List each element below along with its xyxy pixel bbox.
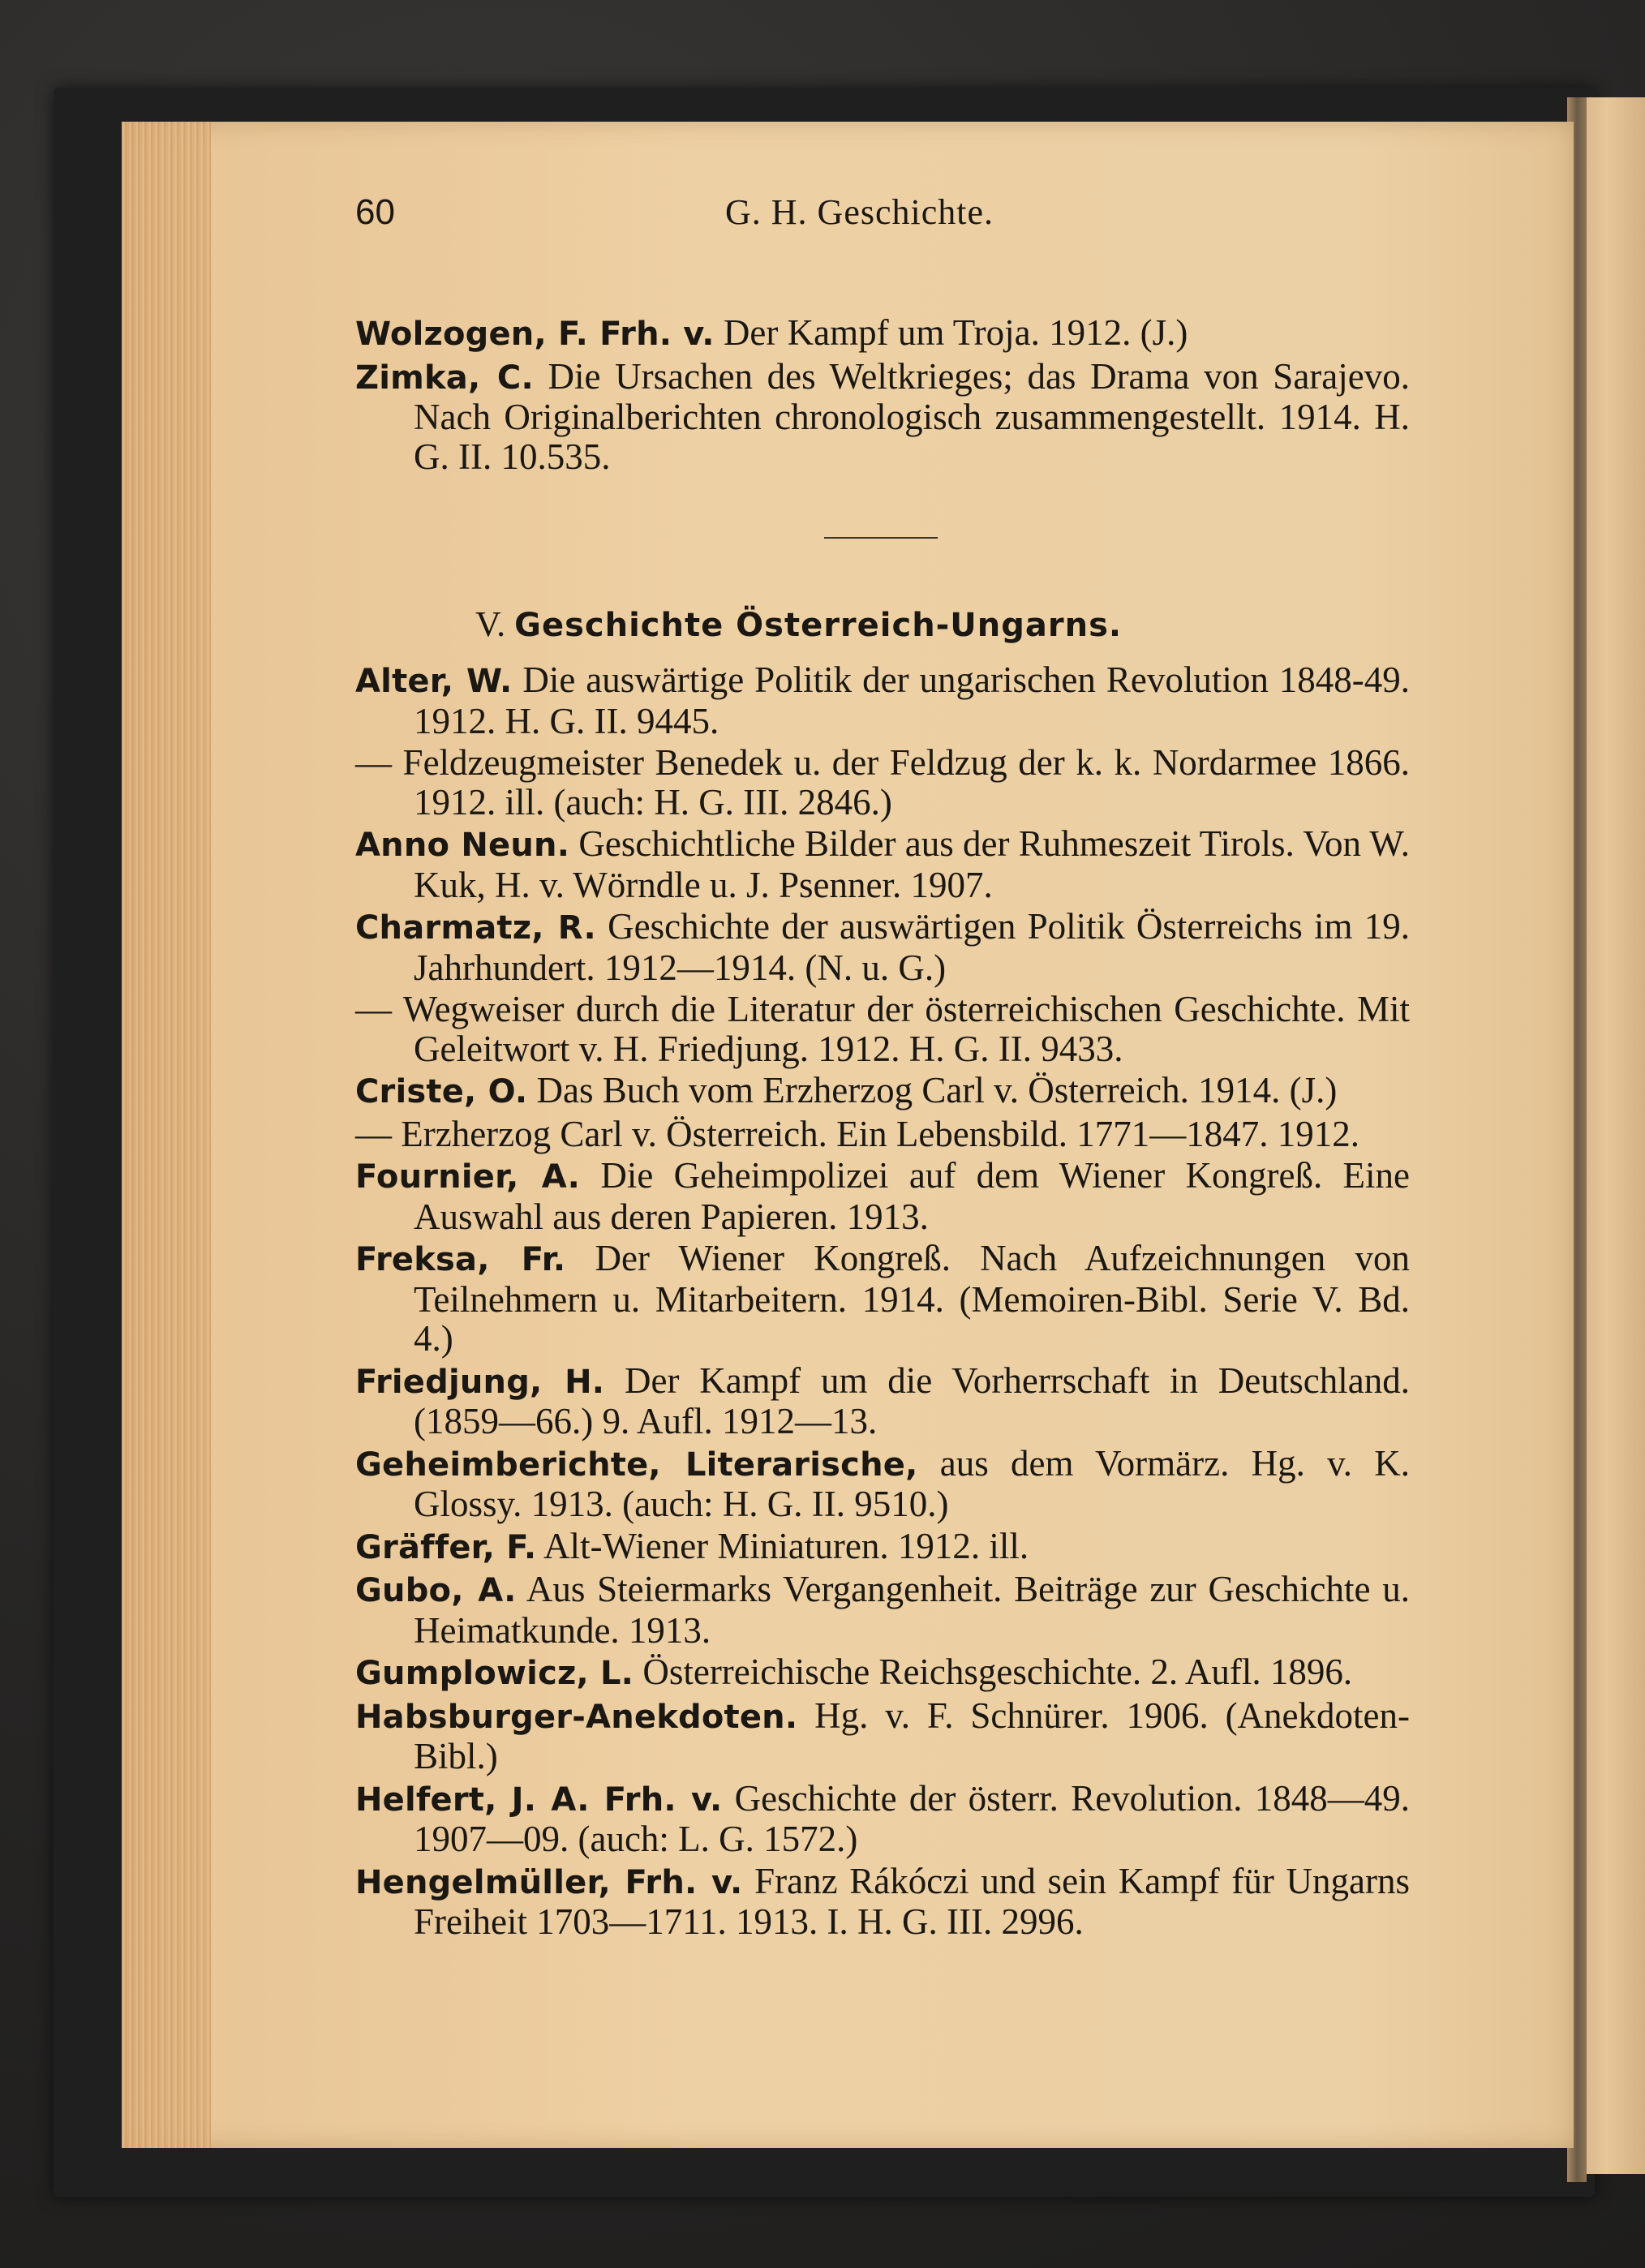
facing-page-edge [1582, 97, 1645, 2174]
list-item [355, 1239, 1410, 1359]
list-item [355, 990, 1410, 1068]
entry-text: Der Kampf um die Vorherrschaft in Deutschland. (1859—66.) 9. Aufl. 1912—13. [414, 1360, 1410, 1441]
list-item [355, 907, 1410, 987]
list-item [355, 824, 1410, 904]
entry-author: Habsburger-Anekdoten. [355, 1698, 798, 1736]
list-item [355, 660, 1410, 741]
entry-text: Der Kampf um Troja. 1912. (J.) [714, 312, 1188, 353]
entry-author: Zimka, C. [355, 359, 534, 397]
entry-text: Geschichtliche Bilder aus der Ruhmeszeit Tirols. Von W. Kuk, H. v. Wörndle u. J. Psenner. 1907. [414, 823, 1410, 905]
list-item [355, 1696, 1410, 1776]
list-item [355, 1361, 1410, 1441]
entry-text: aus dem Vormärz. Hg. v. K. Glossy. 1913. (auch: H. G. II. 9510.) [414, 1442, 1410, 1524]
entry-author: Anno Neun. [355, 827, 570, 864]
section-heading [475, 605, 1122, 645]
entry-text: Franz Rákóczi und sein Kampf für Ungarns Freiheit 1703—1711. 1913. I. H. G. III. 2996. [414, 1860, 1410, 1942]
entry-text: Die Ursachen des Weltkrieges; das Drama von Sarajevo. Nach Originalberichten chronologisch zusammengestellt. 1914. H. G. II. 10.535. [414, 355, 1410, 477]
entry-dash: — [355, 742, 392, 783]
entry-author: Fournier, A. [355, 1158, 581, 1196]
entry-author: Charmatz, R. [355, 909, 596, 947]
list-item [355, 1652, 1410, 1694]
entry-author: Gumplowicz, L. [355, 1655, 634, 1692]
entry-text: Erzherzog Carl v. Österreich. Ein Lebensbild. 1771—1847. 1912. [392, 1113, 1360, 1154]
section-number: V. [475, 604, 506, 644]
section-title: Geschichte Österreich-Ungarns. [514, 607, 1123, 644]
list-item [355, 1071, 1410, 1112]
list-item [355, 1527, 1410, 1568]
entry-author: Freksa, Fr. [355, 1241, 566, 1278]
top-entries [355, 313, 1410, 479]
list-item [355, 1115, 1410, 1154]
entry-author: Hengelmüller, Frh. v. [355, 1863, 743, 1901]
entry-author: Gubo, A. [355, 1572, 517, 1609]
list-item [355, 1779, 1410, 1859]
running-head [355, 193, 1410, 242]
list-item [355, 313, 1410, 354]
page-number: 60 [355, 192, 395, 232]
entry-text: Wegweiser durch die Literatur der österreichischen Geschichte. Mit Geleitwort v. H. Friedjung. 1912. H. G. II. 9433. [392, 989, 1410, 1069]
entry-text: Feldzeugmeister Benedek u. der Feldzug der k. k. Nordarmee 1866. 1912. ill. (auch: H. G. III. 2846.) [392, 742, 1410, 823]
entry-author: Gräffer, F. [355, 1528, 537, 1566]
entry-author: Wolzogen, F. Frh. v. [355, 316, 715, 353]
entry-text: Das Buch vom Erzherzog Carl v. Österreich. 1914. (J.) [527, 1070, 1338, 1110]
entry-author: Helfert, J. A. Frh. v. [355, 1780, 723, 1819]
entry-text: Die Geheimpolizei auf dem Wiener Kongreß. Eine Auswahl aus deren Papieren. 1913. [414, 1155, 1410, 1237]
list-item [355, 357, 1410, 477]
entry-text: Geschichte der österr. Revolution. 1848—49. 1907—09. (auch: L. G. 1572.) [414, 1777, 1410, 1859]
entry-author: Friedjung, H. [355, 1363, 605, 1401]
entry-text: Aus Steiermarks Vergangenheit. Beiträge zur Geschichte u. Heimatkunde. 1913. [414, 1569, 1410, 1651]
entry-author: Geheimberichte, Literarische, [355, 1445, 918, 1484]
entry-dash: — [355, 1113, 392, 1154]
running-title: G. H. Geschichte. [725, 192, 994, 232]
entry-text: Österreichische Reichsgeschichte. 2. Aufl. 1896. [634, 1652, 1353, 1692]
entry-dash: — [355, 989, 392, 1029]
entry-text: Alt-Wiener Miniaturen. 1912. ill. [536, 1525, 1029, 1566]
entry-author: Alter, W. [355, 663, 513, 700]
entry-text: Geschichte der auswärtigen Politik Österreichs im 19. Jahrhundert. 1912—1914. (N. u. G.) [414, 906, 1410, 988]
entry-text: Die auswärtige Politik der ungarischen Revolution 1848-49. 1912. H. G. II. 9445. [414, 659, 1410, 741]
entry-text: Der Wiener Kongreß. Nach Aufzeichnungen von Teilnehmern u. Mitarbeitern. 1914. (Memoiren-Bibl. Serie V. Bd. 4.) [414, 1238, 1410, 1359]
list-item [355, 743, 1410, 822]
section-divider [824, 537, 938, 539]
list-item [355, 1156, 1410, 1236]
list-item [355, 1444, 1410, 1524]
list-item [355, 1862, 1410, 1942]
list-item [355, 1570, 1410, 1650]
section-entries [355, 660, 1410, 1944]
entry-author: Criste, O. [355, 1073, 528, 1110]
entry-text: Hg. v. F. Schnürer. 1906. (Anekdoten-Bibl.) [414, 1695, 1410, 1776]
page-edges [122, 122, 211, 2148]
